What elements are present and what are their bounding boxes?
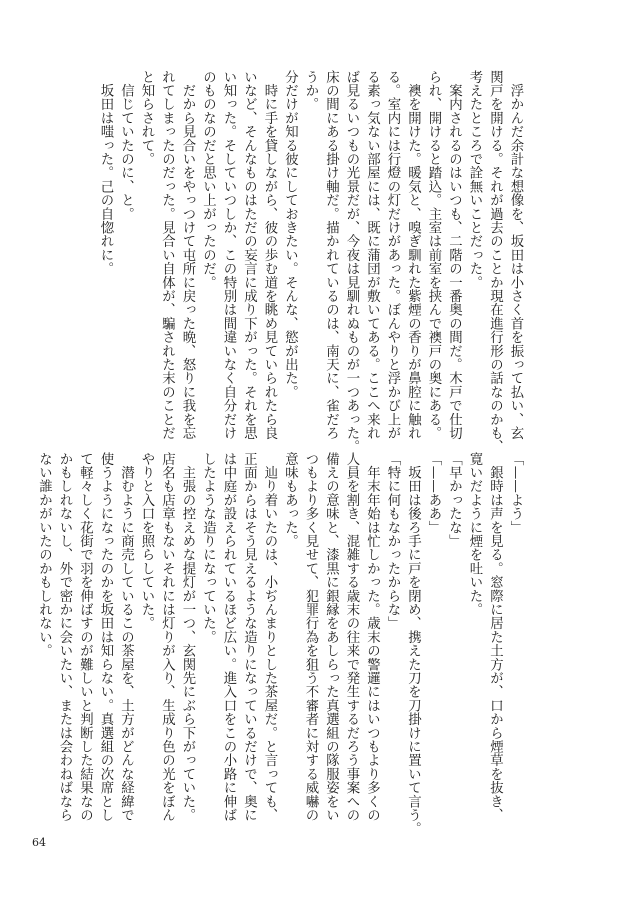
top-tier-line: 時に手を貸しながら、彼の歩む道を眺め見ていられたら良 — [262, 70, 277, 440]
bottom-tier-line: つもより多く見せて、犯罪行為を狙う不審者に対する威嚇の — [303, 452, 318, 822]
bottom-tier-line: 人員を割き、混雑する歳末の往来で発生するだろう事案への — [344, 452, 359, 822]
top-tier-line: 浮かんだ余計な想像を、坂田は小さく首を振って払い、玄 — [508, 70, 523, 440]
bottom-tier-line: 潜むように商売しているこの茶屋を、土方がどんな経緯で — [118, 452, 134, 822]
bottom-tier-line: 「早かったな」 — [446, 452, 462, 548]
top-tier-line: 考えたところで詮無いことだった。 — [467, 70, 482, 290]
bottom-tier-line: 正面からはそう見えるような造りになっているだけで、奥に — [241, 452, 257, 822]
bottom-tier-text — [36, 452, 566, 836]
top-tier-line: 分だけが知る彼にしておきたい。そんな、慾が出た。 — [282, 70, 298, 399]
bottom-tier-line: 「特に何もなかったからな」 — [385, 452, 400, 631]
top-tier-line: い知った。そしていつしか、この特別は間違いなく自分だけ — [221, 70, 236, 440]
top-tier-line: 床の間にある掛け軸だ。描かれているのは、南天に、雀だろ — [323, 70, 339, 440]
bottom-tier-line: 辿り着いたのは、小ぢんまりとした茶屋だ。と言っても、 — [262, 452, 277, 822]
bottom-tier-line: 使うようになったのかを坂田は知らない。真選組の次席とし — [98, 452, 113, 822]
bottom-tier-line: 銀時は声を見る。窓際に居た土方が、口から煙草を抜き、 — [487, 452, 503, 822]
top-tier-line: 襖を開けた。暖気と、嗅ぎ馴れた紫煙の香りが鼻腔に触れ — [405, 70, 421, 440]
bottom-tier-line: ない誰かがいたのかもしれない。 — [36, 452, 52, 658]
bottom-tier-line: 坂田は後ろ手に戸を閉め、携えた刀を刀掛けに置いて言う。 — [405, 452, 421, 836]
bottom-tier-line: 寛いだように煙を吐いた。 — [467, 452, 482, 617]
top-tier-line: る素っ気ない部屋には、既に蒲団が敷いてある。ここへ来れ — [364, 70, 380, 440]
bottom-tier-line: 「——ああ」 — [426, 452, 441, 535]
bottom-tier-line: 年末年始は忙しかった。歳末の警邏にはいつもより多くの — [364, 452, 380, 822]
bottom-tier-line: したような造りになっていた。 — [200, 452, 216, 644]
bottom-tier-line: て軽々しく花街で羽を伸ばすのが難しいと判断した結果なの — [77, 452, 93, 822]
top-tier-text — [86, 70, 566, 454]
top-tier-line: る。室内には行燈の灯だけがあった。ぼんやりと浮かび上が — [385, 70, 400, 440]
page-number: 64 — [32, 836, 46, 849]
bottom-tier-line: 意味もあった。 — [282, 452, 298, 548]
bottom-tier-line: 「——よう」 — [508, 452, 523, 535]
top-tier-line: いなど、そんなものはただの妄言に成り下がった。それを思 — [241, 70, 257, 440]
bottom-tier-line: かもしれないし、外で密かに会いたい、または会わねばなら — [57, 452, 72, 822]
top-tier-line: 坂田は嗤った。己の自惚れに。 — [98, 70, 113, 276]
top-tier-line: だから見合いをやっつけて屯所に戻った晩、怒りに我を忘 — [180, 70, 195, 440]
top-tier-line: られ、開けると踏込。主室は前室を挟んで襖戸の奥にある。 — [426, 70, 441, 440]
top-tier-line: れてしまったのだった。見合い自体が、騙された末のことだ — [159, 70, 175, 440]
top-tier-line: ば見るいつもの光景だが、今夜は見馴れぬものが一つあった。 — [344, 70, 359, 454]
top-tier-line: のものなのだと思い上がったのだ。 — [200, 70, 216, 290]
top-tier-line: 案内されるのはいつも、二階の一番奥の間だ。木戸で仕切 — [446, 70, 462, 440]
bottom-tier-line: 店名も店章もないそれには灯りが入り、生成り色の光をぼん — [159, 452, 175, 822]
top-tier-line: 信じていたのに、と。 — [118, 70, 134, 221]
bottom-tier-line: やりと入口を照らしていた。 — [139, 452, 154, 631]
bottom-tier-line: 主張の控えめな提灯が一つ、玄関先にぶら下がっていた。 — [180, 452, 195, 822]
bottom-tier-line: は中庭が設えられているほど広い。進入口をこの小路に伸ば — [221, 452, 236, 822]
top-tier-line: 関戸を開ける。それが過去のことか現在進行形の話なのかも、 — [487, 70, 503, 454]
top-tier-line: うか。 — [303, 70, 318, 112]
top-tier-line: と知らされて。 — [139, 70, 154, 166]
bottom-tier-line: 備えの意味と、漆黒に銀縁をあしらった真選組の隊服姿をい — [323, 452, 339, 822]
